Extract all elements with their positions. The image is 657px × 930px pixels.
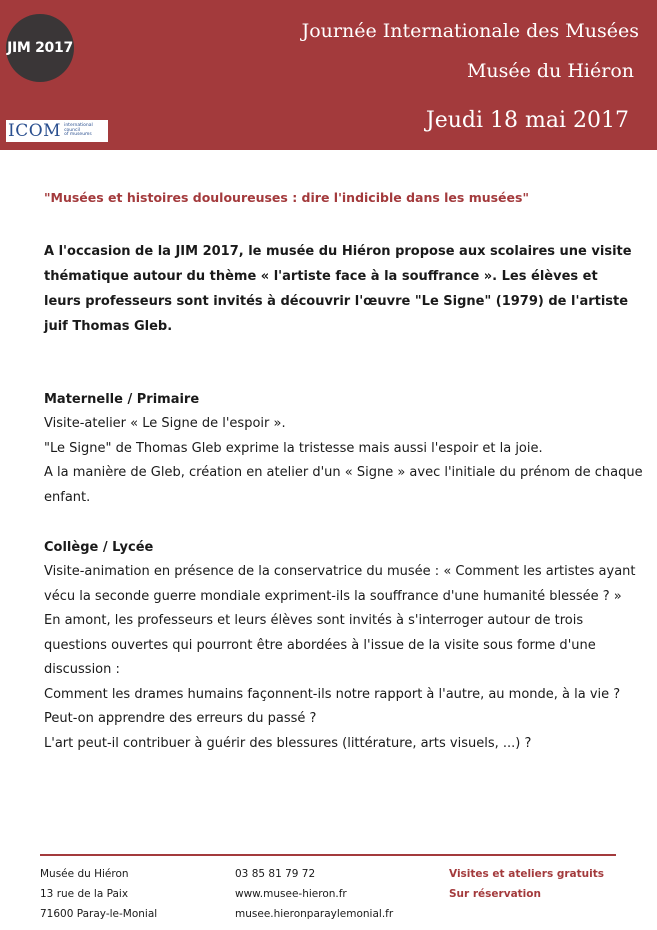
theme-title: "Musées et histoires douloureuses : dire l'indicible dans les musées" (44, 190, 529, 205)
footer-website-link-alt[interactable]: musee.hieronparaylemonial.fr (235, 908, 394, 920)
section-title: Maternelle / Primaire (44, 392, 200, 407)
footer-divider (40, 854, 616, 856)
icom-logo-subtitle: international council of museums (64, 122, 93, 138)
section-secondary (44, 535, 644, 756)
section-paragraph: A la manière de Gleb, création en atelier d'un « Signe » avec l'initiale du prénom de chaque enfant. (44, 465, 643, 505)
footer-notice-line: Sur réservation (449, 888, 541, 900)
section-title: Collège / Lycée (44, 540, 154, 555)
event-title: Journée Internationale des Musées (301, 20, 639, 42)
main-content (44, 190, 644, 756)
section-paragraph: L'art peut-il contribuer à guérir des blessures (littérature, arts visuels, ...) ? (44, 735, 532, 751)
section-paragraph: "Le Signe" de Thomas Gleb exprime la tristesse mais aussi l'espoir et la joie. (44, 440, 543, 456)
section-paragraph: Visite-atelier « Le Signe de l'espoir ». (44, 416, 286, 431)
intro-paragraph: A l'occasion de la JIM 2017, le musée du Hiéron propose aux scolaires une visite thématique autour du thème « l'artiste face à la souffrance ». Les élèves et leurs professeurs sont invités à découvrir l'œuvre "Le Signe" (1979) de l'artiste juif Thomas Gleb. (44, 244, 632, 334)
jim-badge: JIM 2017 (6, 14, 74, 82)
footer-address (40, 864, 157, 924)
section-paragraph: Peut-on apprendre des erreurs du passé ? (44, 711, 317, 726)
event-date: Jeudi 18 mai 2017 (425, 108, 629, 133)
header-banner (0, 0, 657, 150)
footer-contact (235, 864, 393, 924)
section-paragraph: Comment les drames humains façonnent-ils notre rapport à l'autre, au monde, à la vie ? (44, 686, 621, 702)
section-primary (44, 387, 644, 510)
footer-website-link[interactable]: www.musee-hieron.fr (235, 888, 347, 900)
footer-address-line: Musée du Hiéron (40, 868, 129, 880)
footer-phone: 03 85 81 79 72 (235, 868, 316, 880)
footer-notice-line: Visites et ateliers gratuits (449, 868, 605, 880)
footer-address-line: 13 rue de la Paix (40, 888, 129, 900)
icom-logo-mark: ICOM (8, 120, 62, 141)
section-paragraph: Visite-animation en présence de la conservatrice du musée : « Comment les artistes ayant vécu la seconde guerre mondiale expriment-ils la souffrance d'une humanité blessée ? » (44, 564, 636, 604)
section-paragraph: En amont, les professeurs et leurs élèves sont invités à s'interroger autour de trois questions ouvertes qui pourront être abordées à l'issue de la visite sous forme d'une discussion : (44, 613, 596, 677)
footer-address-line: 71600 Paray-le-Monial (40, 908, 158, 920)
footer-notice (449, 864, 604, 904)
icom-logo (6, 120, 108, 142)
museum-name: Musée du Hiéron (466, 60, 634, 82)
